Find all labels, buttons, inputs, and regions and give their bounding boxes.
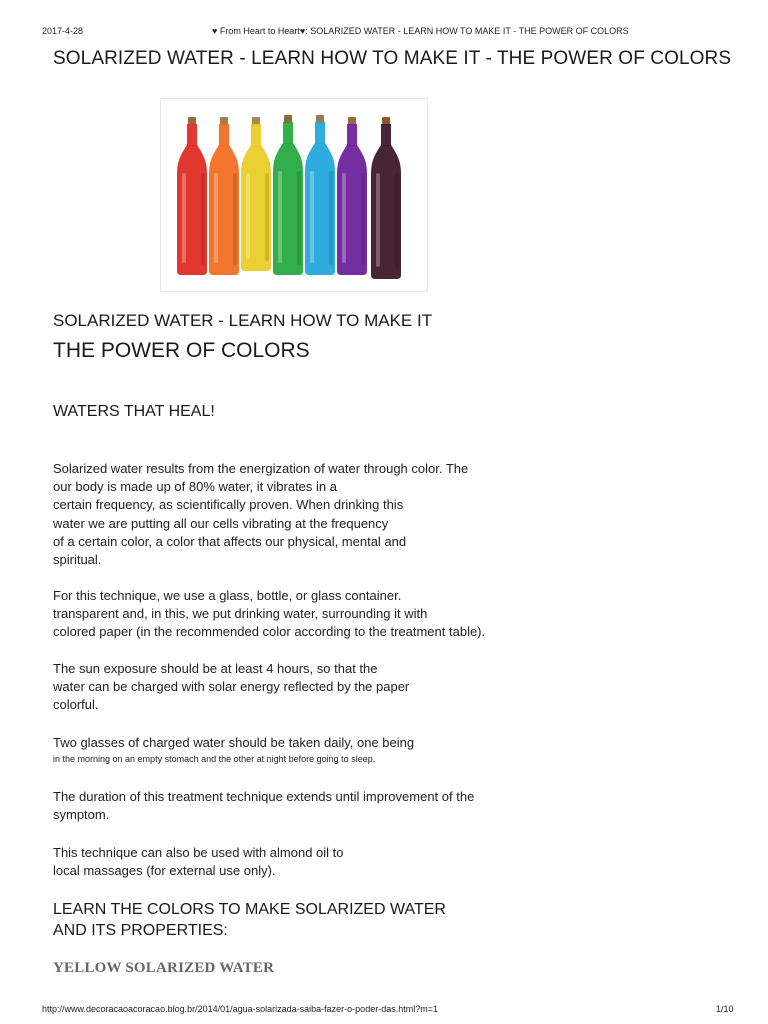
paragraph-line: of a certain color, a color that affects our physical, mental and: [53, 533, 407, 549]
paragraph-line: transparent and, in this, we put drinking water, surrounding it with: [53, 606, 428, 622]
paragraph-line: The sun exposure should be at least 4 hours, so that the: [53, 661, 378, 676]
print-date: 2017-4-28: [42, 26, 84, 36]
subheading-power-of-colors: THE POWER OF COLORS: [53, 339, 310, 362]
print-page-title: ♥ From Heart to Heart♥: SOLARIZED WATER - LEARN HOW TO MAKE IT - THE POWER OF COLORS: [212, 26, 629, 36]
paragraph-line: spiritual.: [53, 552, 102, 568]
paragraph-line-small: in the morning on an empty stomach and the other at night before going to sleep.: [53, 754, 376, 765]
print-page-number: 1/10: [716, 1004, 734, 1014]
paragraph-line: certain frequency, as scientifically proven. When drinking this: [53, 497, 404, 513]
paragraph-duration: [53, 788, 474, 824]
bottle: [337, 117, 367, 275]
paragraph-line: local massages (for external use only).: [53, 863, 276, 879]
paragraph-sun-exposure: [53, 660, 409, 715]
heading-line: LEARN THE COLORS TO MAKE SOLARIZED WATER: [53, 901, 446, 918]
paragraph-line: The duration of this treatment technique extends until improvement of the: [53, 789, 475, 804]
print-url: http://www.decoracaoacoracao.blog.br/2014/01/agua-solarizada-saiba-fazer-o-poder-das.html?m=1: [42, 1004, 438, 1014]
paragraph-line: our body is made up of 80% water, it vibrates in a: [53, 479, 337, 495]
article-title: SOLARIZED WATER - LEARN HOW TO MAKE IT - THE POWER OF COLORS: [53, 48, 732, 69]
bottle: [305, 115, 335, 275]
paragraph-line: water we are putting all our cells vibrating at the frequency: [53, 515, 389, 531]
paragraph-line: symptom.: [53, 807, 110, 823]
bottles-illustration: [161, 99, 427, 291]
bottle: [241, 117, 271, 271]
subheading-how-to-make: SOLARIZED WATER - LEARN HOW TO MAKE IT: [53, 311, 433, 330]
paragraph-line: Solarized water results from the energization of water through color. The: [53, 461, 469, 476]
paragraph-line: For this technique, we use a glass, bottle, or glass container.: [53, 588, 402, 603]
heading-learn-colors: [53, 899, 446, 941]
paragraph-intro: [53, 460, 468, 569]
bottle: [177, 117, 207, 275]
paragraph-line: Two glasses of charged water should be taken daily, one being: [53, 735, 415, 750]
heading-yellow-solarized-water: YELLOW SOLARIZED WATER: [53, 960, 275, 976]
paragraph-line: colored paper (in the recommended color according to the treatment table).: [53, 624, 486, 640]
paragraph-line: water can be charged with solar energy reflected by the paper: [53, 679, 410, 695]
bottle: [371, 117, 401, 279]
paragraph-daily-dose: [53, 734, 414, 766]
bottle: [209, 117, 239, 275]
heading-line: AND ITS PROPERTIES:: [53, 922, 228, 939]
paragraph-line: This technique can also be used with almond oil to: [53, 845, 344, 860]
bottle: [273, 115, 303, 275]
paragraph-line: colorful.: [53, 697, 99, 713]
heading-waters-that-heal: WATERS THAT HEAL!: [53, 403, 215, 420]
paragraph-technique: [53, 587, 485, 642]
paragraph-almond-oil: [53, 844, 344, 880]
colored-bottles-image: [160, 98, 428, 292]
